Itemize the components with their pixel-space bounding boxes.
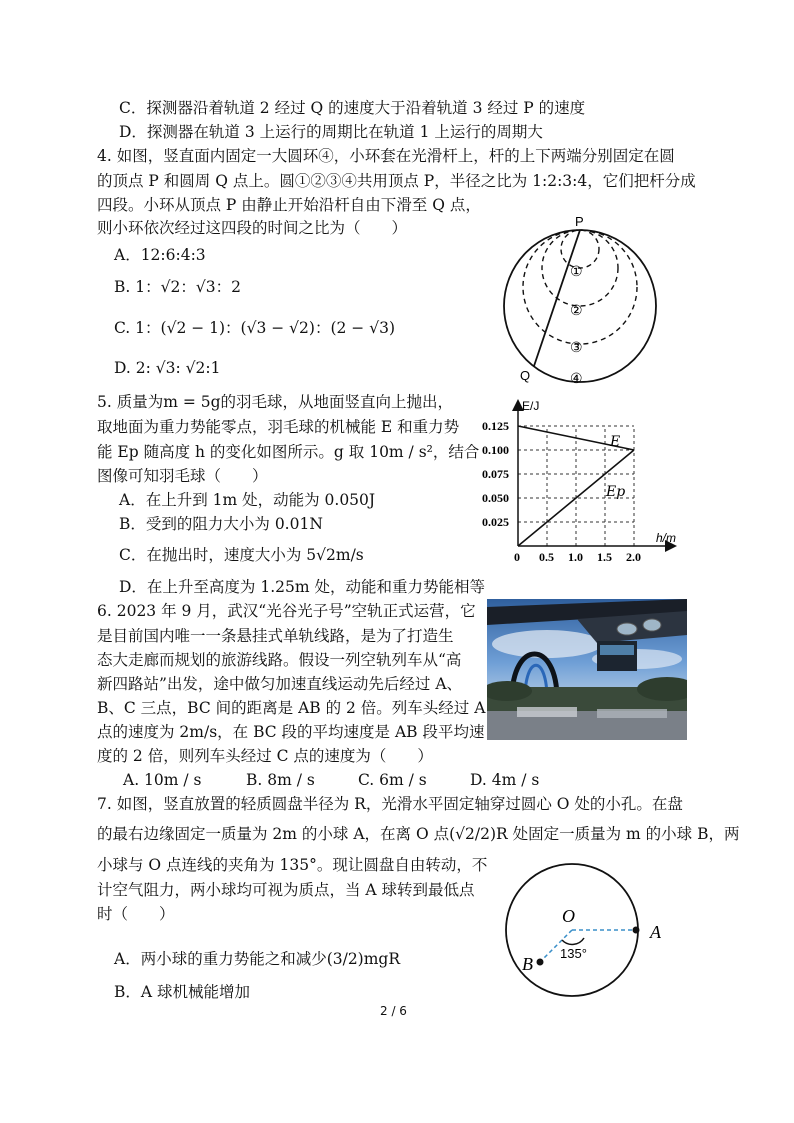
label-q: Q <box>520 368 531 383</box>
q7-stem-line-2: 的最右边缘固定一质量为 2m 的小球 A，在离 O 点(√2/2)R 处固定一质量为 m 的小球 B，两 <box>97 825 740 843</box>
q6-stem-line-2: 是目前国内唯一一条悬挂式单轨线路，是为了打造生 <box>97 627 454 645</box>
q6-option-d: D. 4m / s <box>470 771 540 789</box>
q6-stem-line-3: 态大走廊而规划的旅游线路。假设一列空轨列车从“高 <box>97 651 462 669</box>
page-number: 2 / 6 <box>380 1004 407 1018</box>
label-circle-2: ② <box>570 303 583 319</box>
q4-circles-figure <box>500 212 680 392</box>
series-label-ep: Ep <box>606 484 626 500</box>
y-tick-label: 0.125 <box>482 419 509 433</box>
q6-option-c: C. 6m / s <box>358 771 427 789</box>
q4-option-d: D. 2: √3: √2:1 <box>114 359 221 377</box>
circle-3 <box>523 230 637 344</box>
y-tick-label: 0.025 <box>482 515 509 529</box>
q7-stem-line-4: 计空气阻力，两小球均可视为质点，当 A 球转到最低点 <box>97 881 475 899</box>
q5-option-c: C．在抛出时，速度大小为 5√2m/s <box>119 546 364 564</box>
y-axis-label: E/J <box>522 399 540 413</box>
x-tick-label: 2.0 <box>626 550 641 564</box>
q4-stem-line-4: 则小环依次经过这四段的时间之比为（ ） <box>97 219 408 237</box>
q7-stem-line-1: 7. 如图，竖直放置的轻质圆盘半径为 R，光滑水平固定轴穿过圆心 O 处的小孔。在盘 <box>97 795 683 813</box>
label-p: P <box>575 214 584 229</box>
series-label-e: E <box>610 434 621 450</box>
q3-option-d: D．探测器在轨道 3 上运行的周期比在轨道 1 上运行的周期大 <box>119 123 543 141</box>
q4-stem-line-3: 四段。小环从顶点 P 由静止开始沿杆自由下滑至 Q 点， <box>97 196 481 214</box>
label-angle: 135° <box>560 946 587 961</box>
q7-option-b: B．A 球机械能增加 <box>114 983 251 1001</box>
x-tick-label: 1.5 <box>597 550 612 564</box>
label-a: A <box>650 922 661 942</box>
ball-a <box>633 927 640 934</box>
label-circle-3: ③ <box>570 340 583 356</box>
q3-option-c: C．探测器沿着轨道 2 经过 Q 的速度大于沿着轨道 3 经过 P 的速度 <box>119 99 586 117</box>
q5-option-d: D．在上升至高度为 1.25m 处，动能和重力势能相等 <box>119 578 485 596</box>
q6-stem-line-5: B、C 三点，BC 间的距离是 AB 的 2 倍。列车头经过 A <box>97 699 486 717</box>
x-axis-label: h/m <box>656 531 677 545</box>
q6-stem-line-6: 点的速度为 2m/s，在 BC 段的平均速度是 AB 段平均速 <box>97 723 485 741</box>
q6-stem-line-1: 6. 2023 年 9 月，武汉“光谷光子号”空轨正式运营，它 <box>97 602 476 620</box>
q4-option-b: B. 1：√2：√3：2 <box>114 278 241 296</box>
x-tick-label: 0.5 <box>539 550 554 564</box>
q7-stem-line-5: 时（ ） <box>97 905 175 923</box>
q4-option-a: A．12:6:4:3 <box>114 246 206 264</box>
q4-option-c: C. 1：(√2 − 1)：(√3 − √2)：(2 − √3) <box>114 319 396 337</box>
label-circle-1: ① <box>570 264 583 280</box>
q4-stem-line-1: 4. 如图，竖直面内固定一大圆环④，小环套在光滑杆上，杆的上下两端分别固定在圆 <box>97 147 675 165</box>
q6-option-a: A. 10m / s <box>123 771 202 789</box>
monorail-photo <box>487 599 687 740</box>
label-o: O <box>562 906 575 926</box>
ball-b <box>537 959 544 966</box>
q5-stem-line-3: 能 Ep 随高度 h 的变化如图所示。g 取 10m / s²，结合 <box>97 443 480 461</box>
q7-disk-figure <box>500 858 700 1000</box>
q7-stem-line-3: 小球与 O 点连线的夹角为 135°。现让圆盘自由转动，不 <box>97 856 488 874</box>
q5-stem-line-1: 5. 质量为m = 5g的羽毛球，从地面竖直向上抛出， <box>97 393 454 411</box>
y-tick-label: 0.100 <box>482 443 509 457</box>
origin-label: 0 <box>514 550 520 564</box>
q5-stem-line-2: 取地面为重力势能零点，羽毛球的机械能 E 和重力势 <box>97 418 460 436</box>
q6-stem-line-4: 新四路站”出发，途中做匀加速直线运动先后经过 A、 <box>97 675 463 693</box>
q4-stem-line-2: 的顶点 P 和圆周 Q 点上。圆①②③④共用顶点 P，半径之比为 1:2:3:4，它们把杆分成 <box>97 172 696 190</box>
q6-stem-line-7: 度的 2 倍，则列车头经过 C 点的速度为（ ） <box>97 747 433 765</box>
x-tick-label: 1.0 <box>568 550 583 564</box>
q5-option-a: A．在上升到 1m 处，动能为 0.050J <box>119 491 376 509</box>
q6-option-b: B. 8m / s <box>246 771 315 789</box>
q5-option-b: B．受到的阻力大小为 0.01N <box>119 515 323 533</box>
y-tick-label: 0.050 <box>482 491 509 505</box>
q5-stem-line-4: 图像可知羽毛球（ ） <box>97 467 268 485</box>
q7-option-a: A．两小球的重力势能之和减少(3/2)mgR <box>114 950 401 968</box>
angle-arc <box>562 938 584 944</box>
circle-1 <box>561 230 599 268</box>
y-tick-label: 0.075 <box>482 467 509 481</box>
label-circle-4: ④ <box>570 371 583 387</box>
q5-energy-chart <box>478 396 688 568</box>
label-b: B <box>522 954 533 974</box>
